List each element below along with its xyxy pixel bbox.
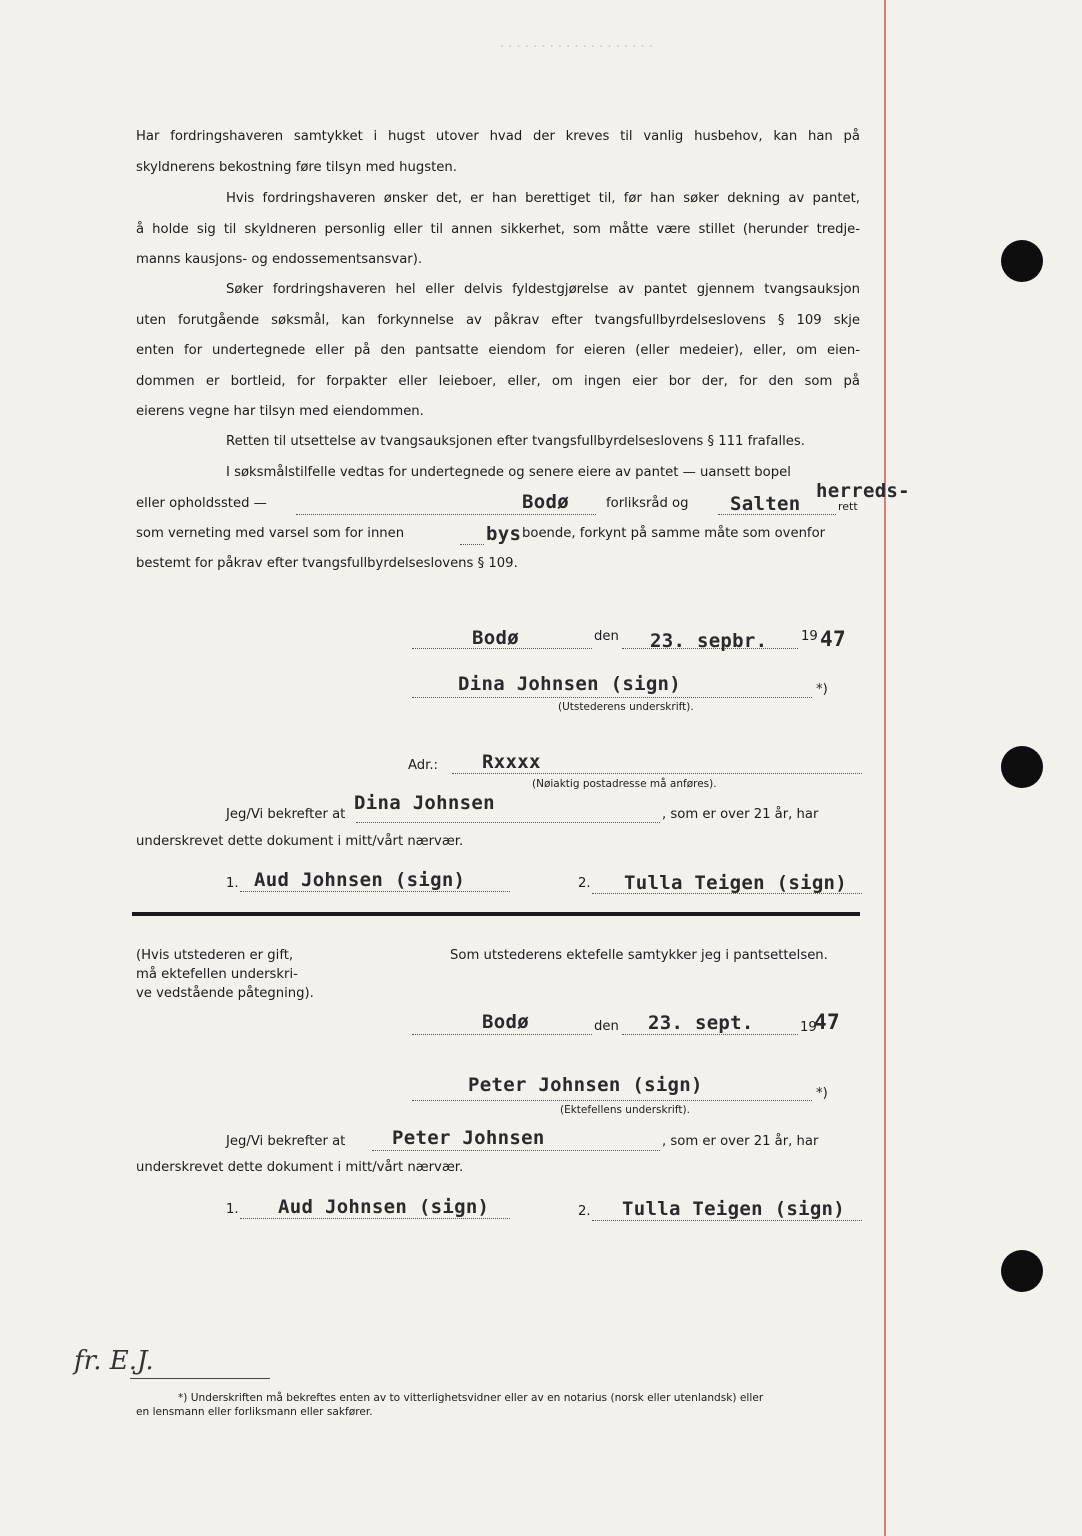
spouse-signature-dotline <box>412 1100 812 1101</box>
issuer-den-label: den <box>594 629 619 644</box>
issuer-footnote-mark: *) <box>816 682 828 697</box>
footnote-line: en lensmann eller forliksmann eller sakfører. <box>136 1406 373 1418</box>
spouse-signature: Peter Johnsen (sign) <box>468 1074 703 1096</box>
paragraph-hugst <box>136 122 860 183</box>
footnote-line: *) Underskriften må bekreftes enten av to vitterlighetsvidner eller av en notarius (norsk eller utenlandsk) eller <box>178 1392 764 1404</box>
witness1-number-1: 1. <box>226 876 239 891</box>
address-caption: (Nøiaktig postadresse må anføres). <box>532 778 717 790</box>
paragraph-tvangsauksjon <box>136 275 860 428</box>
spouse-signature-caption: (Ektefellens underskrift). <box>560 1104 690 1116</box>
venue-line-1: I søksmålstilfelle vedtas for undertegnede og senere eiere av pantet — uansett bopel <box>226 465 791 480</box>
handwritten-initials: fr. E.J. <box>74 1346 154 1376</box>
punch-hole-bottom <box>1001 1250 1043 1292</box>
text-line: å holde sig til skyldneren personlig eller til annen sikkerhet, som måtte være stillet (herunder tredje- <box>136 221 860 237</box>
text-line: Hvis fordringshaveren ønsker det, er han berettiget til, før han søker dekning av pantet, <box>226 191 860 206</box>
issuer-signature: Dina Johnsen (sign) <box>458 673 682 695</box>
witness1-w1-dotline <box>240 891 510 892</box>
witness1-number-2: 2. <box>578 876 591 891</box>
venue-som-label: som verneting med varsel som for innen <box>136 526 405 541</box>
spouse-date-dotline <box>622 1034 798 1035</box>
section-separator <box>132 912 860 916</box>
spouse-den-label: den <box>594 1019 619 1034</box>
address-label: Adr.: <box>408 758 439 773</box>
witness2-prefix: Jeg/Vi bekrefter at <box>226 1134 346 1149</box>
witness1-prefix: Jeg/Vi bekrefter at <box>226 807 346 822</box>
witness1-w1: Aud Johnsen (sign) <box>254 869 466 891</box>
spouse-consent: Som utstederens ektefelle samtykker jeg i pantsettelsen. <box>450 948 828 963</box>
witness1-suffix: , som er over 21 år, har <box>662 807 819 822</box>
issuer-date: 23. sepbr. <box>650 630 768 652</box>
text-line: manns kausjons- og endossementsansvar). <box>136 252 423 267</box>
venue-rett-label: rett <box>838 500 858 513</box>
issuer-signature-caption: (Utstederens underskrift). <box>558 701 694 713</box>
punch-hole-middle <box>1001 746 1043 788</box>
text-line: enten for undertegnede eller på den pantsatte eiendom for eieren (eller medeier), eller, om eien- <box>136 343 860 358</box>
spouse-year-suffix: 47 <box>814 1010 840 1034</box>
address-value: Rxxxx <box>482 751 541 773</box>
paragraph-personal-liability <box>136 184 860 276</box>
witness1-name-dotline <box>356 822 660 823</box>
venue-court: Salten <box>730 493 801 515</box>
margin-rule <box>884 0 886 1536</box>
address-dotline <box>452 773 862 774</box>
witness2-suffix: , som er over 21 år, har <box>662 1134 819 1149</box>
witness1-w2: Tulla Teigen (sign) <box>624 872 848 894</box>
venue-forliksrad-label: forliksråd og <box>606 496 689 511</box>
witness2-name-dotline <box>372 1150 660 1151</box>
punch-hole-top <box>1001 240 1043 282</box>
witness2-w1: Aud Johnsen (sign) <box>278 1196 490 1218</box>
spouse-place-dotline <box>412 1034 592 1035</box>
venue-boende-label: boende, forkynt på samme måte som ovenfor <box>522 526 826 541</box>
venue-eller-label: eller opholdssted — <box>136 496 267 511</box>
witness2-line2: underskrevet dette dokument i mitt/vårt nærvær. <box>136 1160 464 1175</box>
text-line: Søker fordringshaveren hel eller delvis fyldestgjørelse av pantet gjennem tvangsauksjon <box>226 282 860 297</box>
venue-court-type: herreds- <box>816 480 910 502</box>
issuer-year-suffix: 47 <box>820 627 846 651</box>
witness2-w2: Tulla Teigen (sign) <box>622 1198 846 1220</box>
witness2-number-1: 1. <box>226 1202 239 1217</box>
spouse-date: 23. sept. <box>648 1012 754 1034</box>
witness2-name: Peter Johnsen <box>392 1127 545 1149</box>
text-line: uten forutgående søksmål, kan forkynnelse av påkrav efter tvangsfullbyrdelseslovens § 109 skje <box>136 312 860 328</box>
text-line: Har fordringshaveren samtykket i hugst utover hvad der kreves til vanlig husbehov, kan han på <box>136 129 860 144</box>
initials-underline <box>130 1378 270 1379</box>
venue-place: Bodø <box>522 491 569 513</box>
issuer-year-prefix: 19 <box>801 629 818 644</box>
spouse-note-line: må ektefellen underskri- <box>136 967 298 982</box>
spouse-footnote-mark: *) <box>816 1086 828 1101</box>
venue-bys-dotline <box>460 544 484 545</box>
text-line: Retten til utsettelse av tvangsauksjonen efter tvangsfullbyrdelseslovens § 111 frafalles. <box>226 434 805 449</box>
witness1-name: Dina Johnsen <box>354 792 495 814</box>
witness1-line2: underskrevet dette dokument i mitt/vårt nærvær. <box>136 834 464 849</box>
spouse-year-prefix: 19 <box>800 1020 817 1035</box>
witness2-w2-dotline <box>592 1220 862 1221</box>
witness2-w1-dotline <box>240 1218 510 1219</box>
spouse-note-line: ve vedstående påtegning). <box>136 986 314 1001</box>
paragraph-utsettelse <box>136 427 860 458</box>
issuer-signature-dotline <box>412 697 812 698</box>
text-line: skyldnerens bekostning føre tilsyn med hugsten. <box>136 159 457 175</box>
venue-dotline <box>296 514 596 515</box>
venue-line-4: bestemt for påkrav efter tvangsfullbyrdelseslovens § 109. <box>136 556 518 571</box>
venue-bys: bys <box>486 523 522 545</box>
bleed-through-text: . . . . . . . . . . . . . . . . . . . <box>500 36 653 51</box>
spouse-note-line: (Hvis utstederen er gift, <box>136 948 294 963</box>
text-line: dommen er bortleid, for forpakter eller leieboer, eller, om ingen eier bor der, for den som på <box>136 373 860 389</box>
issuer-place: Bodø <box>472 627 519 649</box>
witness2-number-2: 2. <box>578 1204 591 1219</box>
spouse-place: Bodø <box>482 1011 529 1033</box>
text-line: eierens vegne har tilsyn med eiendommen. <box>136 404 424 419</box>
